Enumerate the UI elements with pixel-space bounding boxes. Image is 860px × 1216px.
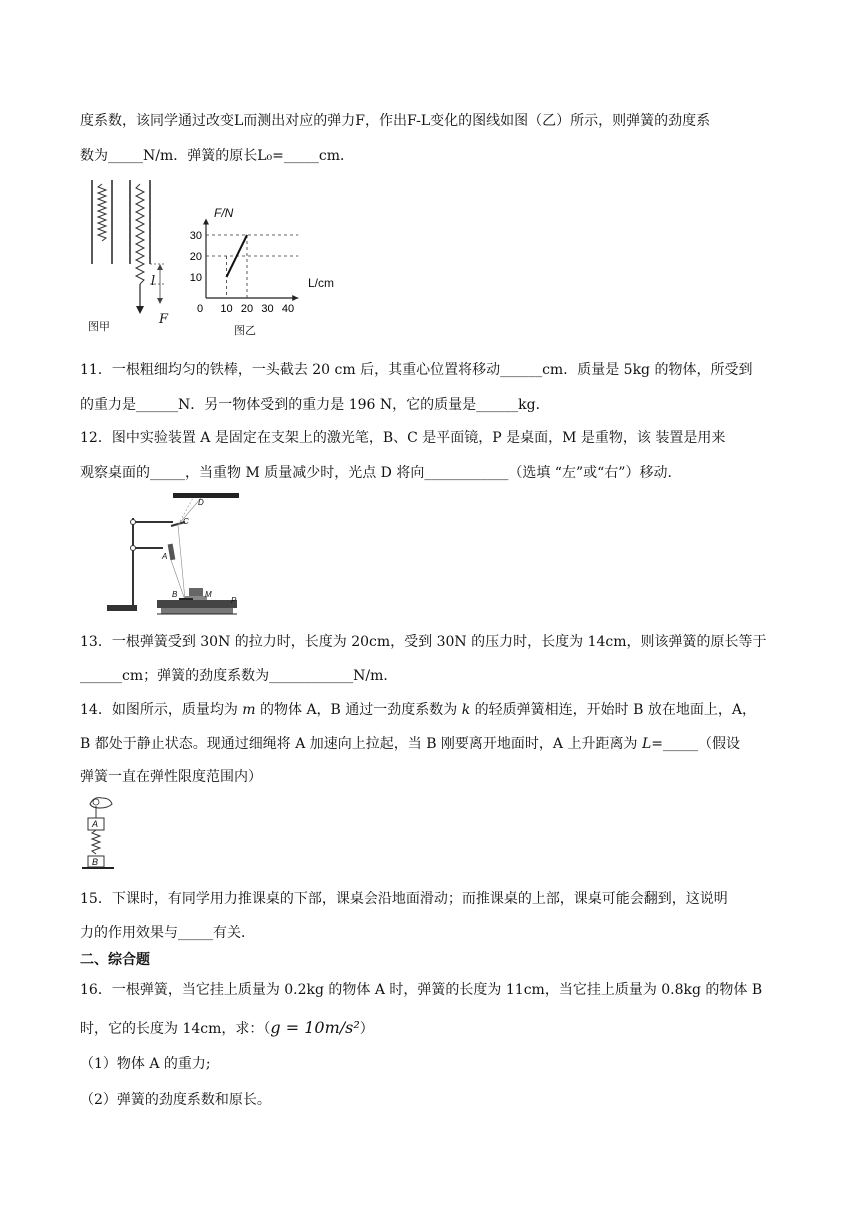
x-axis-arrow bbox=[292, 295, 298, 301]
origin-label: 0 bbox=[196, 303, 204, 315]
blocks-spring-diagram bbox=[80, 794, 120, 874]
label-B: B bbox=[172, 590, 178, 599]
force-label-F: F bbox=[159, 312, 169, 327]
y-axis-arrow bbox=[203, 219, 209, 225]
q13-line1: 13．一根弹簧受到 30N 的拉力时，长度为 20cm，受到 30N 的压力时，长度为 14cm，则该弹簧的原长等于 bbox=[80, 634, 767, 650]
q16-text-a: 时，它的长度为 14cm，求：（ bbox=[80, 1021, 271, 1037]
spring-diagram bbox=[80, 178, 190, 338]
q14-text-c: 的轻质弹簧相连，开始时 B 放在地面上，A， bbox=[470, 702, 756, 718]
y-tick-label: 20 bbox=[189, 251, 202, 263]
blocks-spring-figure bbox=[80, 794, 120, 874]
q15-line2: 力的作用效果与_____有关． bbox=[80, 925, 255, 941]
fl-graph bbox=[176, 200, 346, 340]
x-tick-label: 30 bbox=[261, 303, 274, 315]
q10-line2: 数为_____N/m．弹簧的原长L₀=_____cm． bbox=[80, 148, 354, 164]
spring-figure bbox=[80, 178, 190, 338]
q11-line1: 11．一根粗细均匀的铁棒，一头截去 20 cm 后，其重心位置将移动______cm．质量是 5kg 的物体，所受到 bbox=[80, 362, 753, 378]
section-heading: 二、综合题 bbox=[80, 952, 150, 968]
var-k: k bbox=[461, 702, 471, 718]
block-B-label: B bbox=[92, 857, 99, 867]
q14-text-e: =_____（假设 bbox=[651, 736, 740, 752]
gravity-formula: g = 10m/s² bbox=[270, 1018, 360, 1037]
x-tick-label: 40 bbox=[281, 303, 295, 315]
label-D: D bbox=[198, 498, 204, 507]
q14-text-a: 14．如图所示，质量均为 bbox=[80, 702, 243, 718]
q14-text-d: B 都处于静止状态。现通过细绳将 A 加速向上拉起，当 B 刚要离开地面时，A 上升距离为 bbox=[80, 736, 642, 752]
length-label-l: l bbox=[151, 274, 156, 289]
label-A: A bbox=[162, 552, 168, 561]
y-tick-label: 10 bbox=[189, 272, 202, 284]
y-tick-label: 30 bbox=[189, 230, 202, 242]
label-M: M bbox=[205, 590, 212, 599]
q16-sub1: （1）物体 A 的重力; bbox=[80, 1056, 211, 1072]
q13-line2: ______cm；弹簧的劲度系数为____________N/m． bbox=[80, 668, 398, 684]
label-P: P bbox=[231, 596, 237, 605]
laser-apparatus-diagram bbox=[105, 488, 245, 620]
q16-line2 bbox=[80, 1018, 374, 1039]
q14-line2 bbox=[80, 734, 740, 754]
label-C: C bbox=[183, 517, 189, 526]
q12-line1: 12．图中实验装置 A 是固定在支架上的激光笔，B、C 是平面镜，P 是桌面，M 是重物，该 装置是用来 bbox=[80, 430, 726, 446]
q15-line1: 15．下课时，有同学用力推课桌的下部，课桌会沿地面滑动；而推课桌的上部，课桌可能会翻到，这说明 bbox=[80, 891, 728, 907]
q14-text-b: 的物体 A，B 通过一劲度系数为 bbox=[255, 702, 462, 718]
q14-line1 bbox=[80, 700, 756, 720]
laser-apparatus-figure bbox=[105, 488, 245, 620]
graph-caption-yi: 图乙 bbox=[234, 325, 256, 337]
x-tick-label: 10 bbox=[220, 303, 233, 315]
q10-line1: 度系数，该同学通过改变L而测出对应的弹力F，作出F-L变化的图线如图（乙）所示，则弹簧的劲度系 bbox=[80, 113, 711, 129]
q14-line3: 弹簧一直在弹性限度范围内） bbox=[80, 769, 262, 785]
graph-xlabel: L/cm bbox=[308, 276, 335, 290]
q12-line2: 观察桌面的_____，当重物 M 质量减少时，光点 D 将向____________（选填 “左”或“右”）移动． bbox=[80, 465, 682, 481]
x-tick-label: 20 bbox=[240, 303, 254, 315]
figure-caption-jia: 图甲 bbox=[88, 321, 110, 333]
fl-graph-figure bbox=[176, 200, 346, 340]
q16-text-b: ） bbox=[359, 1021, 374, 1037]
var-L: L bbox=[641, 736, 652, 752]
graph-ylabel: F/N bbox=[214, 206, 234, 220]
q16-sub2: （2）弹簧的劲度系数和原长。 bbox=[80, 1092, 271, 1108]
q16-line1: 16．一根弹簧，当它挂上质量为 0.2kg 的物体 A 时，弹簧的长度为 11cm，当它挂上质量为 0.8kg 的物体 B bbox=[80, 982, 763, 998]
block-A-label: A bbox=[92, 819, 99, 829]
q11-line2: 的重力是______N．另一物体受到的重力是 196 N，它的质量是______kg． bbox=[80, 397, 550, 413]
var-m: m bbox=[242, 702, 256, 718]
